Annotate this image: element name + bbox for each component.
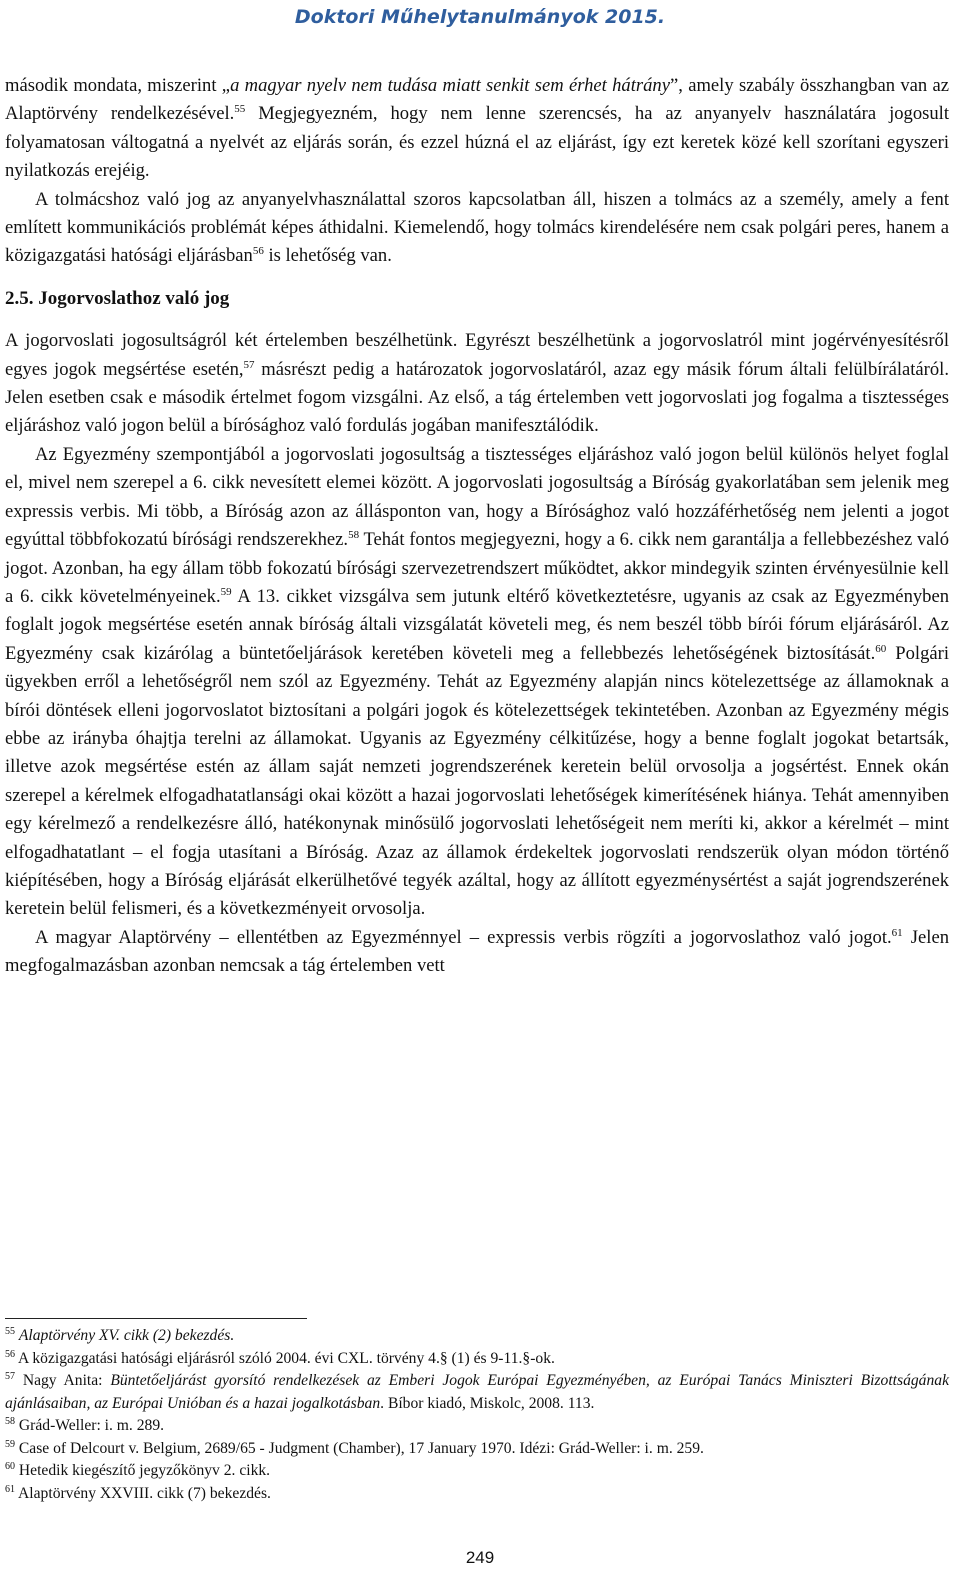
footnote bbox=[5, 1370, 949, 1415]
text-run: másrészt pedig a határozatok jogorvoslatáról, azaz egy másik fórum általi felülbírálatáról. Jelen esetben csak e második értelmet fogom vizsgálni. Az első, a tág értelemben vett jogorvoslati jog fogalma a tisztességes eljáráshoz való jogon belül a bírósághoz való fordulás jogában manifesztálódik. bbox=[5, 358, 949, 437]
page-number: 249 bbox=[465, 1548, 495, 1567]
footnote-text: Grád-Weller: i. m. 289. bbox=[18, 1417, 165, 1434]
footnote-number: 60 bbox=[5, 1460, 15, 1472]
spacer bbox=[5, 271, 949, 285]
text-run: A tolmácshoz való jog az anyanyelvhasználattal szoros kapcsolatban áll, hiszen a tolmács az a személy, amely a fent említett kommunikációs problémát képes áthidalni. Kiemelendő, hogy tolmács kirendelésére nem csak polgári peres, hanem a közigazgatási hatósági eljárásban bbox=[5, 188, 949, 267]
footnote bbox=[5, 1460, 949, 1483]
text-run: Megjegyezném, hogy nem lenne szerencsés, ha az anyanyelv használatára jogosult folyamatosan váltogatná a nyelvét az eljárás során, és ezzel húzná el az eljárást, így ezt keretek közé kell szorítani egyszeri nyilatkozás erejéig. bbox=[5, 103, 949, 182]
text-run: második mondata, miszerint „ bbox=[5, 75, 231, 96]
footnote-text: Case of Delcourt v. Belgium, 2689/65 - Judgment (Chamber), 17 January 1970. Idézi: Grád-Weller: i. m. 259. bbox=[18, 1439, 704, 1457]
footnote-number: 55 bbox=[5, 1325, 15, 1337]
footnote-number: 56 bbox=[5, 1348, 15, 1360]
italic-quote: a magyar nyelv nem tudása miatt senkit sem érhet hátrány bbox=[230, 75, 670, 96]
footnote-ref[interactable]: 58 bbox=[348, 528, 360, 541]
footnote-ref[interactable]: 57 bbox=[243, 358, 255, 371]
footnote-ref[interactable]: 59 bbox=[220, 585, 232, 598]
footnote-number: 57 bbox=[5, 1370, 15, 1382]
footnote-separator bbox=[5, 1318, 307, 1319]
text-run: A jogorvoslati jogosultságról két értelemben beszélhetünk. Egyrészt beszélhetünk a jogorvoslatról mint jogérvényesítésről egyes jogok megsértése esetén, bbox=[5, 330, 949, 380]
footnote-text: Alaptörvény XXVIII. cikk (7) bekezdés. bbox=[18, 1484, 271, 1502]
footnote-ref[interactable]: 56 bbox=[252, 245, 264, 258]
footnote-number: 61 bbox=[5, 1483, 15, 1495]
text-run: Az Egyezmény szempontjából a jogorvoslati jogosultság a tisztességes eljáráshoz való jogon belül különös helyet foglal el, mivel nem szerepel a 6. cikk nevesített elemei között. A jogorvoslati jogosultság a Bíróság gyakorlatában sem jelenik meg expressis verbis. Mi több, a Bíróság azon az állásponton van, hogy a Bírósághoz való hozzáférhetőség nem jelenti a jogot egyúttal többfokozatú bírósági rendszerekhez. bbox=[5, 443, 949, 551]
footnote bbox=[5, 1325, 949, 1348]
footnote-text: Nagy Anita: bbox=[22, 1372, 111, 1389]
footnote-number: 58 bbox=[5, 1415, 15, 1427]
footnote bbox=[5, 1415, 949, 1438]
paragraph bbox=[5, 327, 949, 441]
paragraph bbox=[5, 72, 949, 186]
text-run: Jelen megfogalmazásban azonban nemcsak a tág értelemben vett bbox=[5, 926, 949, 977]
footnote bbox=[5, 1483, 949, 1506]
footnote-number: 59 bbox=[5, 1438, 15, 1450]
footnote-text: Alaptörvény XV. cikk (2) bekezdés. bbox=[18, 1327, 235, 1344]
text-run: is lehetőség van. bbox=[263, 245, 392, 267]
text-run: ”, amely szabály összhangban van az Alaptörvény rendelkezésével. bbox=[5, 75, 949, 125]
paragraph bbox=[5, 186, 949, 271]
footnote bbox=[5, 1348, 949, 1371]
text-run: Polgári ügyekben erről a lehetőségről nem szól az Egyezmény. Tehát az Egyezmény alapján nincs kötelezettsége az államoknak a bírói döntések elleni jogorvoslatot biztosítani a polgári jogok és kötelezettségek tekintetében. Azonban az Egyezmény mégis ebbe az irányba óhajtja terelni az államokat. Ugyanis az Egyezmény célkitűzése, hogy a benne foglalt jogokat betartsák, illetve azok megsértése estén az állam saját nemzeti jogrendszerének keretein belül orvosolja a jogsértést. Ennek okán szerepel a kérelmek elfogadhatatlansági okai között a hazai jogorvoslati lehetőségek kimerítésének hiánya. Tehát amennyiben egy kérelmező a rendelkezésre álló, hatékonynak minősülő jogorvoslati lehetőségeit nem meríti ki, akkor a kérelmét – mint elfogadhatatlant – el fogja utasítani a Bíróság. Azaz az államok érdekeltek jogorvoslati rendszerük olyan módon történő kiépítésében, hogy a Bíróság eljárását elkerülhetővé tegyék azáltal, hogy az állított egyezménysértést a saját jogrendszerének keretein belül felismeri, és a következményeit orvosolja. bbox=[5, 642, 949, 920]
footnote-ref[interactable]: 60 bbox=[875, 642, 887, 655]
footnote-ref[interactable]: 55 bbox=[234, 103, 246, 116]
footnote-title: Büntetőeljárást gyorsító rendelkezések az Emberi Jogok Európai Egyezményében, az Európai Tanács Miniszteri Bizottságának ajánlásaiban, az Európai Unióban és a hazai jogalkotásban bbox=[5, 1372, 949, 1412]
text-run: A 13. cikket vizsgálva sem jutunk eltérő következtetésre, ugyanis az csak az Egyezményben foglalt jogok megsértése esetén annak bíróság általi vizsgálatát követeli meg, és nem beszél több bírói fórum eljárásáról. Az Egyezmény csak kizárólag a büntetőeljárások keretében követeli meg a fellebbezés lehetőségének biztosítását. bbox=[5, 585, 950, 664]
footnote bbox=[5, 1438, 949, 1461]
footnotes bbox=[5, 1325, 949, 1505]
footnote-text: A közigazgatási hatósági eljárásról szóló 2004. évi CXL. törvény 4.§ (1) és 9-11.§-ok. bbox=[18, 1349, 555, 1367]
running-header: Doktori Műhelytanulmányok 2015. bbox=[294, 6, 666, 28]
footnote-ref[interactable]: 61 bbox=[891, 926, 903, 939]
text-run: A magyar Alaptörvény – ellentétben az Egyezménnyel – expressis verbis rögzíti a jogorvoslathoz való jogot. bbox=[35, 926, 892, 948]
footnote-text: . Bíbor kiadó, Miskolc, 2008. 113. bbox=[380, 1394, 595, 1412]
paragraph bbox=[5, 441, 949, 924]
paragraph bbox=[5, 924, 949, 981]
body-text bbox=[5, 72, 949, 981]
spacer bbox=[5, 313, 949, 327]
footnote-text: Hetedik kiegészítő jegyzőkönyv 2. cikk. bbox=[18, 1462, 271, 1479]
section-heading: 2.5. Jogorvoslathoz való jog bbox=[5, 287, 230, 309]
text-run: Tehát fontos megjegyezni, hogy a 6. cikk nem garantálja a fellebbezéshez való jogot. Azonban, ha egy állam több fokozatú bírósági szervezetrendszert működtet, akkor mindegyik szinten érvényesülnie kell a 6. cikk követelményeinek. bbox=[5, 529, 949, 607]
